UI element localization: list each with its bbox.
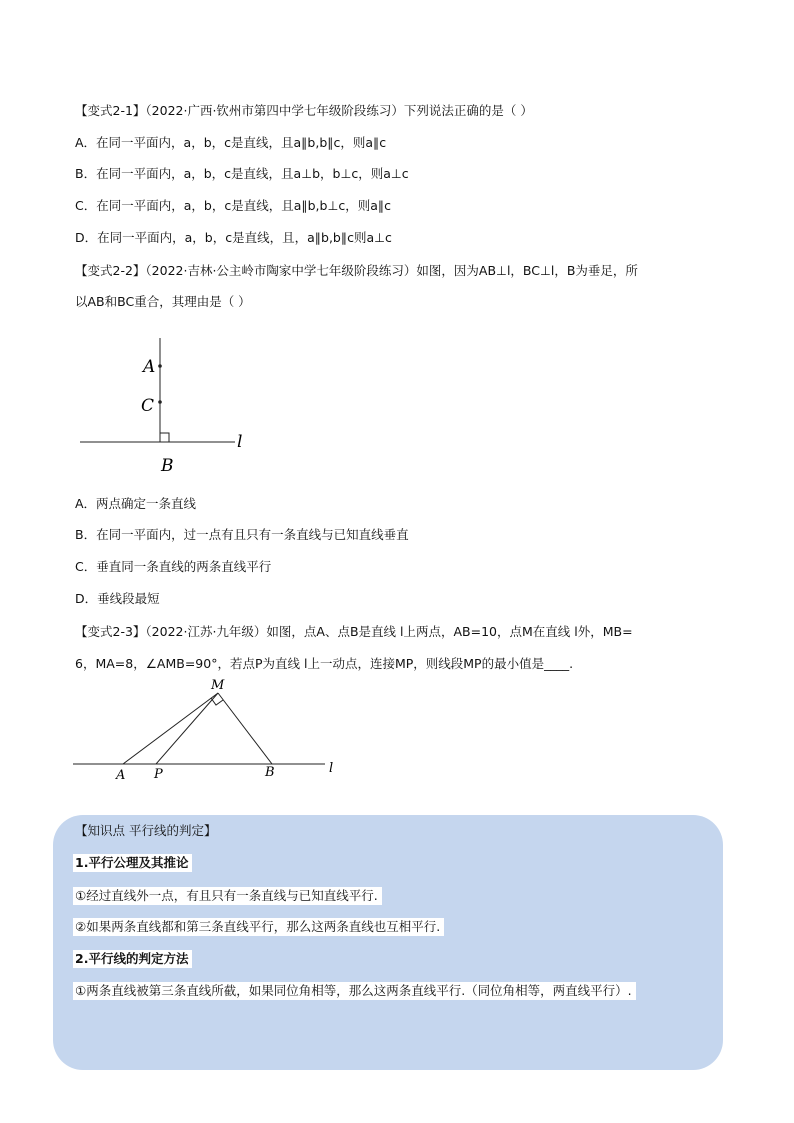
q22-label-a: A [143,357,156,377]
q21-option-b: B．在同一平面内，a，b，c是直线，且a⊥b，b⊥c，则a⊥c [75,166,409,181]
knowledge-item-3: ①两条直线被第三条直线所截，如果同位角相等，那么这两条直线平行.（同位角相等，两直线平行）. [73,982,636,1000]
q23-label-a: A [116,768,126,783]
q22-label-l: l [237,432,243,452]
q22-title-line2: 以AB和BC重合，其理由是（ ） [75,294,251,309]
q23-label-l: l [329,761,334,776]
knowledge-item-2: ②如果两条直线都和第三条直线平行，那么这两条直线也互相平行. [73,918,444,936]
q22-option-c: C．垂直同一条直线的两条直线平行 [75,559,272,574]
q21-option-d: D．在同一平面内，a，b，c是直线，且，a∥b,b∥c则a⊥c [75,230,392,245]
q23-segment-mb [218,693,272,764]
q22-point-a [158,364,162,368]
q22-point-c [158,400,162,404]
q21-option-a: A．在同一平面内，a，b，c是直线，且a∥b,b∥c，则a∥c [75,135,387,150]
q22-option-d: D．垂线段最短 [75,591,160,606]
q22-option-a: A．两点确定一条直线 [75,496,197,511]
q22-label-c: C [141,396,155,416]
q23-line2: 6，MA=8，∠AMB=90°，若点P为直线 l上一动点，连接MP，则线段MP的最小值是____. [75,656,574,671]
q23-label-p: P [154,767,163,782]
q21-title: 【变式2-1】（2022·广西·钦州市第四中学七年级阶段练习）下列说法正确的是（ ） [75,103,533,118]
q22-figure [70,330,270,480]
q23-label-b: B [265,765,275,780]
knowledge-heading: 【知识点 平行线的判定】 [75,823,217,838]
q22-title-line1: 【变式2-2】（2022·吉林·公主岭市陶家中学七年级阶段练习）如图，因为AB⊥l，BC⊥l，B为垂足，所 [75,263,638,278]
q21-option-c: C．在同一平面内，a，b，c是直线，且a∥b,b⊥c，则a∥c [75,198,391,213]
knowledge-subheading-1: 1.平行公理及其推论 [73,854,192,872]
q22-option-b: B．在同一平面内，过一点有且只有一条直线与已知直线垂直 [75,527,409,542]
q22-right-angle-mark [160,433,169,442]
q22-label-b: B [161,456,174,476]
q23-line1: 【变式2-3】（2022·江苏·九年级）如图，点A、点B是直线 l上两点，AB=10，点M在直线 l外，MB= [75,624,633,639]
q23-segment-ma [123,693,218,764]
knowledge-item-1: ①经过直线外一点，有且只有一条直线与已知直线平行. [73,887,382,905]
q23-figure [70,672,350,787]
q23-segment-mp [156,693,218,764]
knowledge-subheading-2: 2.平行线的判定方法 [73,950,192,968]
q23-label-m: M [211,678,225,693]
